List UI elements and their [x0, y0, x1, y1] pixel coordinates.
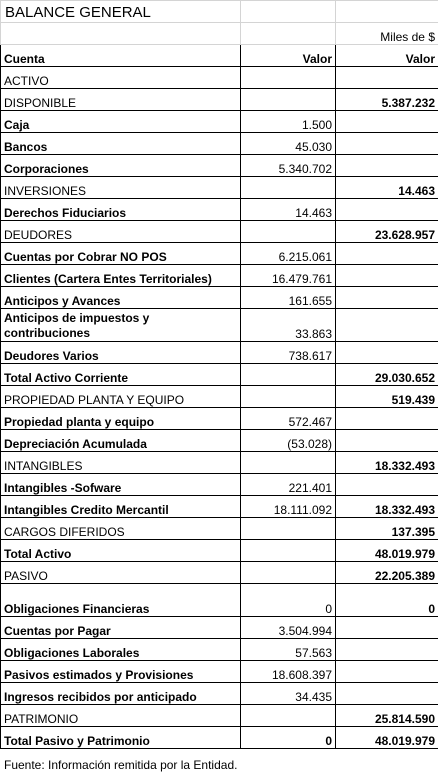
table-row — [1, 177, 438, 199]
table-row — [1, 661, 438, 683]
value-col-2: 0 — [336, 584, 438, 617]
account-name: DISPONIBLE — [1, 89, 241, 111]
value-col-1 — [241, 89, 336, 111]
table-row — [1, 562, 438, 584]
value-col-1: 3.504.994 — [241, 617, 336, 639]
value-col-1: 0 — [241, 727, 336, 749]
value-col-1: 16.479.761 — [241, 265, 336, 287]
account-name: DEUDORES — [1, 221, 241, 243]
value-col-1: 57.563 — [241, 639, 336, 661]
sheet-title: BALANCE GENERAL — [1, 1, 241, 23]
account-name: Cuentas por Cobrar NO POS — [1, 243, 241, 265]
value-col-2 — [336, 67, 438, 89]
table-row — [1, 705, 438, 727]
table-row — [1, 452, 438, 474]
value-col-1: 1.500 — [241, 111, 336, 133]
account-name: PATRIMONIO — [1, 705, 241, 727]
value-col-2: 18.332.493 — [336, 452, 438, 474]
value-col-2: 48.019.979 — [336, 727, 438, 749]
value-col-2 — [336, 408, 438, 430]
value-col-1: 0 — [241, 584, 336, 617]
value-col-2 — [336, 474, 438, 496]
table-row — [1, 430, 438, 452]
value-col-2: 14.463 — [336, 177, 438, 199]
value-col-1: 33.863 — [241, 309, 336, 342]
account-name: Deudores Varios — [1, 342, 241, 364]
table-row — [1, 221, 438, 243]
table-row — [1, 67, 438, 89]
table-row — [1, 243, 438, 265]
value-col-2 — [336, 287, 438, 309]
account-name: Obligaciones Laborales — [1, 639, 241, 661]
table-row — [1, 342, 438, 364]
account-name: Anticipos de impuestos y contribuciones — [1, 309, 241, 342]
table-row — [1, 617, 438, 639]
value-col-2 — [336, 155, 438, 177]
value-col-2: 48.019.979 — [336, 540, 438, 562]
account-name: Depreciación Acumulada — [1, 430, 241, 452]
empty-cell — [241, 23, 336, 45]
value-col-1 — [241, 364, 336, 386]
empty-cell — [336, 1, 438, 23]
account-name: Total Activo — [1, 540, 241, 562]
account-name: INVERSIONES — [1, 177, 241, 199]
value-col-1: 572.467 — [241, 408, 336, 430]
header-valor-1: Valor — [241, 45, 336, 67]
value-col-1 — [241, 518, 336, 540]
account-name: Total Activo Corriente — [1, 364, 241, 386]
account-name: Derechos Fiduciarios — [1, 199, 241, 221]
table-row — [1, 133, 438, 155]
account-name: Bancos — [1, 133, 241, 155]
table-row — [1, 309, 438, 342]
empty-cell — [1, 23, 241, 45]
value-col-1 — [241, 67, 336, 89]
table-row — [1, 496, 438, 518]
table-row — [1, 199, 438, 221]
account-name: Caja — [1, 111, 241, 133]
table-row — [1, 518, 438, 540]
value-col-2 — [336, 199, 438, 221]
table-row — [1, 540, 438, 562]
value-col-1 — [241, 452, 336, 474]
value-col-2: 137.395 — [336, 518, 438, 540]
account-name: PROPIEDAD PLANTA Y EQUIPO — [1, 386, 241, 408]
table-row — [1, 386, 438, 408]
table-row — [1, 639, 438, 661]
value-col-2 — [336, 309, 438, 342]
table-row — [1, 474, 438, 496]
empty-cell — [241, 1, 336, 23]
value-col-2: 25.814.590 — [336, 705, 438, 727]
table-row — [1, 89, 438, 111]
value-col-1: 45.030 — [241, 133, 336, 155]
value-col-2 — [336, 430, 438, 452]
account-name: Ingresos recibidos por anticipado — [1, 683, 241, 705]
account-name: Anticipos y Avances — [1, 287, 241, 309]
source-footnote: Fuente: Información remitida por la Entidad. — [4, 758, 238, 772]
account-name: Intangibles Credito Mercantil — [1, 496, 241, 518]
value-col-1: 14.463 — [241, 199, 336, 221]
value-col-2: 5.387.232 — [336, 89, 438, 111]
value-col-2: 22.205.389 — [336, 562, 438, 584]
value-col-1: (53.028) — [241, 430, 336, 452]
value-col-2 — [336, 342, 438, 364]
value-col-2 — [336, 111, 438, 133]
value-col-2 — [336, 661, 438, 683]
value-col-1 — [241, 221, 336, 243]
value-col-2 — [336, 133, 438, 155]
header-valor-2: Valor — [336, 45, 438, 67]
account-name: INTANGIBLES — [1, 452, 241, 474]
account-name: Cuentas por Pagar — [1, 617, 241, 639]
table-row — [1, 683, 438, 705]
title-row — [1, 1, 438, 23]
value-col-2 — [336, 683, 438, 705]
value-col-1: 6.215.061 — [241, 243, 336, 265]
value-col-1 — [241, 562, 336, 584]
value-col-1: 5.340.702 — [241, 155, 336, 177]
account-name: Pasivos estimados y Provisiones — [1, 661, 241, 683]
header-cuenta: Cuenta — [1, 45, 241, 67]
value-col-1: 18.111.092 — [241, 496, 336, 518]
account-name: Total Pasivo y Patrimonio — [1, 727, 241, 749]
header-row — [1, 45, 438, 67]
value-col-1: 34.435 — [241, 683, 336, 705]
value-col-2 — [336, 617, 438, 639]
table-row — [1, 287, 438, 309]
value-col-1: 738.617 — [241, 342, 336, 364]
table-row — [1, 408, 438, 430]
table-row — [1, 584, 438, 617]
table-row — [1, 727, 438, 749]
units-label: Miles de $ — [336, 23, 438, 45]
account-name: Intangibles -Sofware — [1, 474, 241, 496]
table-row — [1, 111, 438, 133]
value-col-1: 18.608.397 — [241, 661, 336, 683]
value-col-2 — [336, 243, 438, 265]
account-name: Corporaciones — [1, 155, 241, 177]
value-col-2: 29.030.652 — [336, 364, 438, 386]
value-col-1 — [241, 540, 336, 562]
value-col-1 — [241, 705, 336, 727]
value-col-2: 23.628.957 — [336, 221, 438, 243]
account-name: CARGOS DIFERIDOS — [1, 518, 241, 540]
table-row — [1, 155, 438, 177]
account-name: Clientes (Cartera Entes Territoriales) — [1, 265, 241, 287]
table-row — [1, 265, 438, 287]
value-col-2 — [336, 265, 438, 287]
units-row — [1, 23, 438, 45]
account-name: ACTIVO — [1, 67, 241, 89]
table-row — [1, 364, 438, 386]
value-col-1 — [241, 386, 336, 408]
value-col-2 — [336, 639, 438, 661]
account-name: PASIVO — [1, 562, 241, 584]
account-name: Propiedad planta y equipo — [1, 408, 241, 430]
value-col-1: 221.401 — [241, 474, 336, 496]
value-col-2: 519.439 — [336, 386, 438, 408]
value-col-1: 161.655 — [241, 287, 336, 309]
value-col-1 — [241, 177, 336, 199]
account-name: Obligaciones Financieras — [1, 584, 241, 617]
value-col-2: 18.332.493 — [336, 496, 438, 518]
